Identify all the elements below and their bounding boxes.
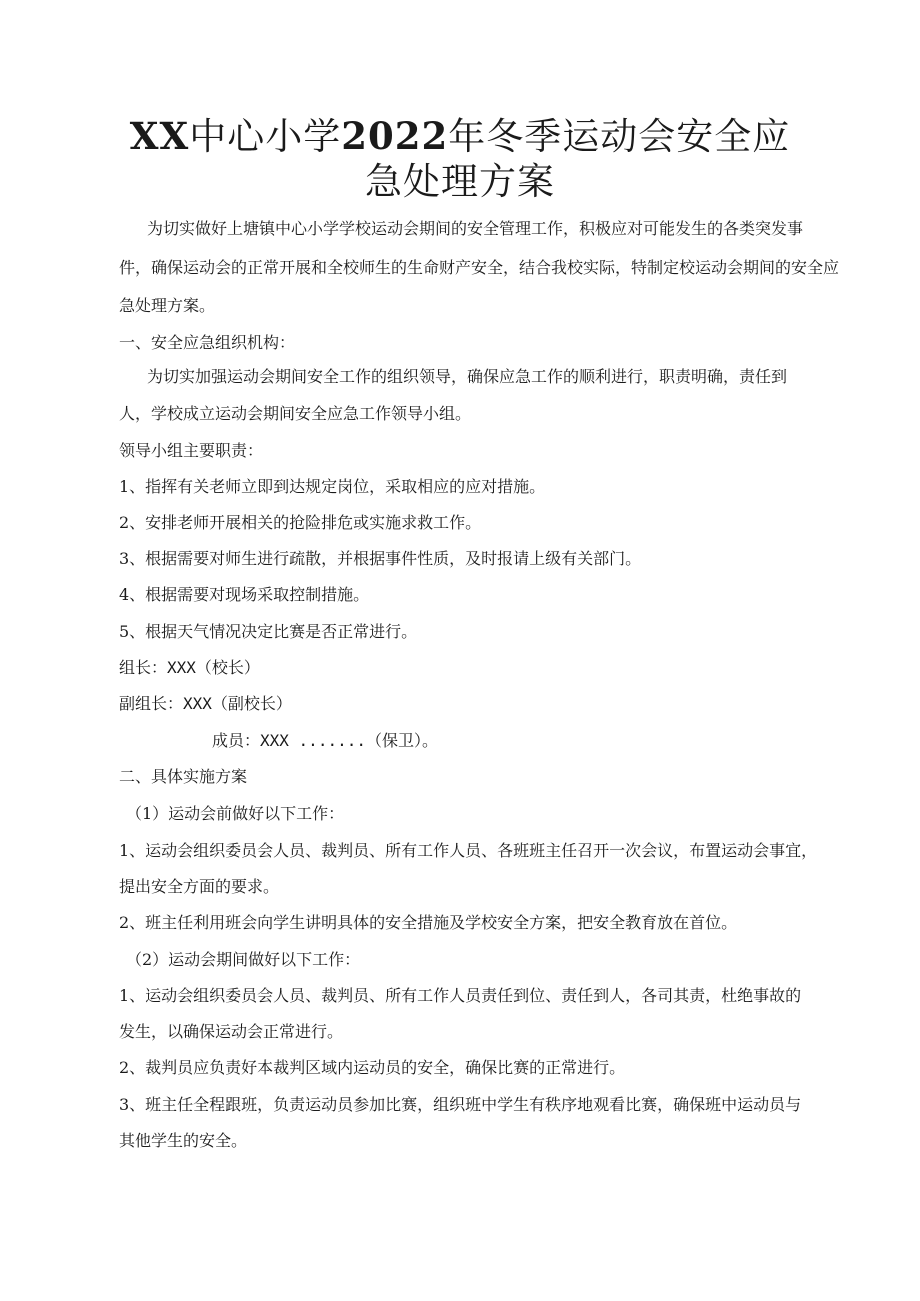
- title-school-name: 中心小学: [189, 115, 342, 158]
- pre-event-item-1-line-2: 提出安全方面的要求。: [119, 877, 280, 896]
- section-1-para-line-2: 人，学校成立运动会期间安全应急工作领导小组。: [119, 404, 472, 423]
- intro-line-3: 急处理方案。: [119, 296, 216, 315]
- pre-event-heading: （1）运动会前做好以下工作：: [126, 804, 345, 823]
- leader-line: [119, 658, 260, 678]
- document-title-line-2: 急处理方案: [365, 160, 555, 203]
- section-1-heading: 一、安全应急组织机构：: [119, 333, 296, 352]
- leader-label: 组长：: [119, 658, 168, 677]
- title-year: 2022: [341, 114, 449, 158]
- during-event-item-3-line-2: 其他学生的安全。: [119, 1131, 248, 1150]
- leader-name: XXX: [167, 658, 196, 677]
- during-event-item-2: 2、裁判员应负责好本裁判区域内运动员的安全，确保比赛的正常进行。: [119, 1058, 626, 1077]
- duty-item-1: 1、指挥有关老师立即到达规定岗位，采取相应的应对措施。: [119, 477, 546, 496]
- during-event-item-3-line-1: 3、班主任全程跟班，负责运动员参加比赛，组织班中学生有秩序地观看比赛，确保班中运动员与: [119, 1095, 802, 1114]
- pre-event-item-2: 2、班主任利用班会向学生讲明具体的安全措施及学校安全方案，把安全教育放在首位。: [119, 913, 738, 932]
- deputy-line: [119, 694, 292, 714]
- pre-event-item-1-line-1: 1、运动会组织委员会人员、裁判员、所有工作人员、各班班主任召开一次会议，布置运动会事宜，: [119, 841, 818, 860]
- during-event-item-1-line-2: 发生，以确保运动会正常进行。: [119, 1022, 344, 1041]
- members-role: （保卫）。: [365, 731, 438, 750]
- section-1-para-line-1: 为切实加强运动会期间安全工作的组织领导，确保应急工作的顺利进行，职责明确，责任到: [147, 367, 788, 386]
- duty-item-2: 2、安排老师开展相关的抢险排危或实施求救工作。: [119, 513, 482, 532]
- title-event: 年冬季运动会安全应: [448, 115, 791, 158]
- document-title-line-1: [0, 116, 920, 157]
- members-name: XXX .......: [260, 731, 366, 750]
- duties-heading: 领导小组主要职责：: [119, 441, 264, 460]
- members-line: [212, 731, 438, 751]
- intro-line-2: 件，确保运动会的正常开展和全校师生的生命财产安全，结合我校实际，特制定校运动会期间的安全应: [119, 258, 840, 277]
- during-event-heading: （2）运动会期间做好以下工作：: [126, 950, 361, 969]
- duty-item-5: 5、根据天气情况决定比赛是否正常进行。: [119, 622, 418, 641]
- duty-item-4: 4、根据需要对现场采取控制措施。: [119, 585, 370, 604]
- duty-item-3: 3、根据需要对师生进行疏散，并根据事件性质，及时报请上级有关部门。: [119, 549, 642, 568]
- intro-line-1: 为切实做好上塘镇中心小学学校运动会期间的安全管理工作，积极应对可能发生的各类突发事: [147, 219, 804, 238]
- deputy-name: XXX: [183, 694, 212, 713]
- members-label: 成员：: [212, 731, 261, 750]
- deputy-role: （副校长）: [211, 694, 292, 713]
- deputy-label: 副组长：: [119, 694, 184, 713]
- leader-role: （校长）: [195, 658, 260, 677]
- section-2-heading: 二、具体实施方案: [119, 767, 248, 786]
- title-school-prefix: XX: [129, 114, 190, 158]
- during-event-item-1-line-1: 1、运动会组织委员会人员、裁判员、所有工作人员责任到位、责任到人，各司其责，杜绝事故的: [119, 986, 802, 1005]
